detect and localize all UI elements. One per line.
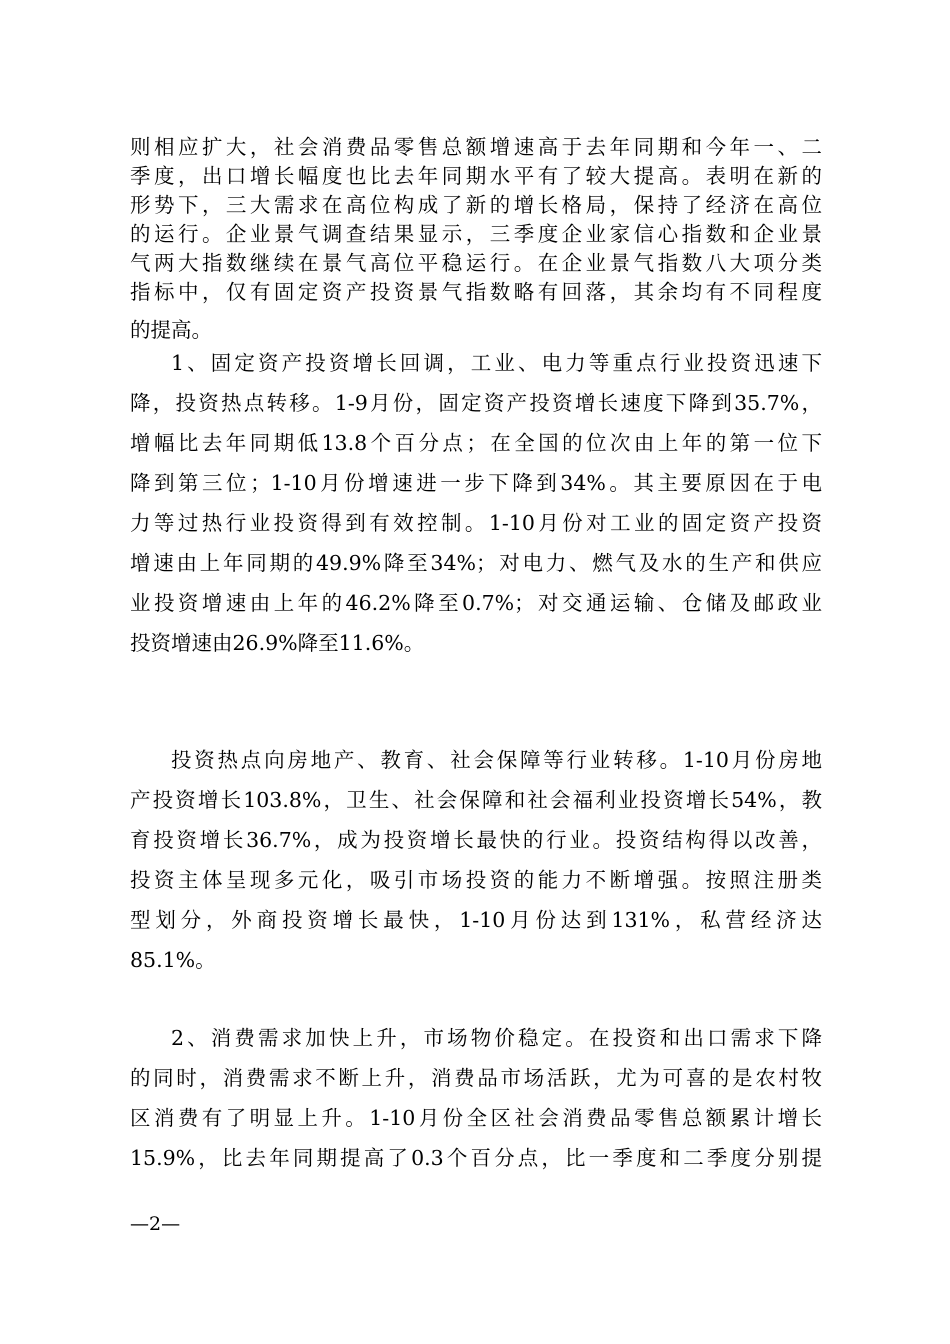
text-line: 2、消费需求加快上升，市场物价稳定。在投资和出口需求下降 xyxy=(171,1026,822,1050)
text-line: 区消费有了明显上升。1-10月份全区社会消费品零售总额累计增长 xyxy=(130,1106,822,1130)
text-line: 季度，出口增长幅度也比去年同期水平有了较大提高。表明在新的 xyxy=(130,164,822,188)
text-line: 增速由上年同期的49.9%降至34%；对电力、燃气及水的生产和供应 xyxy=(130,551,822,575)
paragraph-fixed-asset-investment xyxy=(130,343,822,663)
text-line: 力等过热行业投资得到有效控制。1-10月份对工业的固定资产投资 xyxy=(130,511,822,535)
paragraph-investment-hotspots xyxy=(130,740,822,980)
text-line: 增幅比去年同期低13.8个百分点；在全国的位次由上年的第一位下 xyxy=(130,431,822,455)
paragraph-continuation xyxy=(130,133,822,345)
text-line: 则相应扩大，社会消费品零售总额增速高于去年同期和今年一、二 xyxy=(130,135,822,159)
text-line: 业投资增速由上年的46.2%降至0.7%；对交通运输、仓储及邮政业 xyxy=(130,591,822,615)
text-line: 15.9%，比去年同期提高了0.3个百分点，比一季度和二季度分别提 xyxy=(130,1146,822,1170)
text-line: 投资增速由26.9%降至11.6%。 xyxy=(130,631,425,655)
text-line: 指标中，仅有固定资产投资景气指数略有回落，其余均有不同程度 xyxy=(130,280,822,304)
text-line: 产投资增长103.8%，卫生、社会保障和社会福利业投资增长54%，教 xyxy=(130,788,822,812)
text-line: 降到第三位；1-10月份增速进一步下降到34%。其主要原因在于电 xyxy=(130,471,822,495)
text-line: 1、固定资产投资增长回调，工业、电力等重点行业投资迅速下 xyxy=(171,351,822,375)
text-line: 的运行。企业景气调查结果显示，三季度企业家信心指数和企业景 xyxy=(130,222,822,246)
text-line: 的同时，消费需求不断上升，消费品市场活跃，尤为可喜的是农村牧 xyxy=(130,1066,822,1090)
page-number: —2— xyxy=(130,1213,181,1235)
text-line: 形势下，三大需求在高位构成了新的增长格局，保持了经济在高位 xyxy=(130,193,822,217)
paragraph-consumer-demand xyxy=(130,1018,822,1178)
text-line: 育投资增长36.7%，成为投资增长最快的行业。投资结构得以改善， xyxy=(130,828,822,852)
text-line: 85.1%。 xyxy=(130,948,216,972)
text-line: 气两大指数继续在景气高位平稳运行。在企业景气指数八大项分类 xyxy=(130,251,822,275)
text-line: 投资主体呈现多元化，吸引市场投资的能力不断增强。按照注册类 xyxy=(130,868,822,892)
text-line: 投资热点向房地产、教育、社会保障等行业转移。1-10月份房地 xyxy=(171,748,822,772)
text-line: 型划分，外商投资增长最快，1-10月份达到131%，私营经济达 xyxy=(130,908,822,932)
text-line: 的提高。 xyxy=(130,318,212,342)
text-line: 降，投资热点转移。1-9月份，固定资产投资增长速度下降到35.7%， xyxy=(130,391,822,415)
